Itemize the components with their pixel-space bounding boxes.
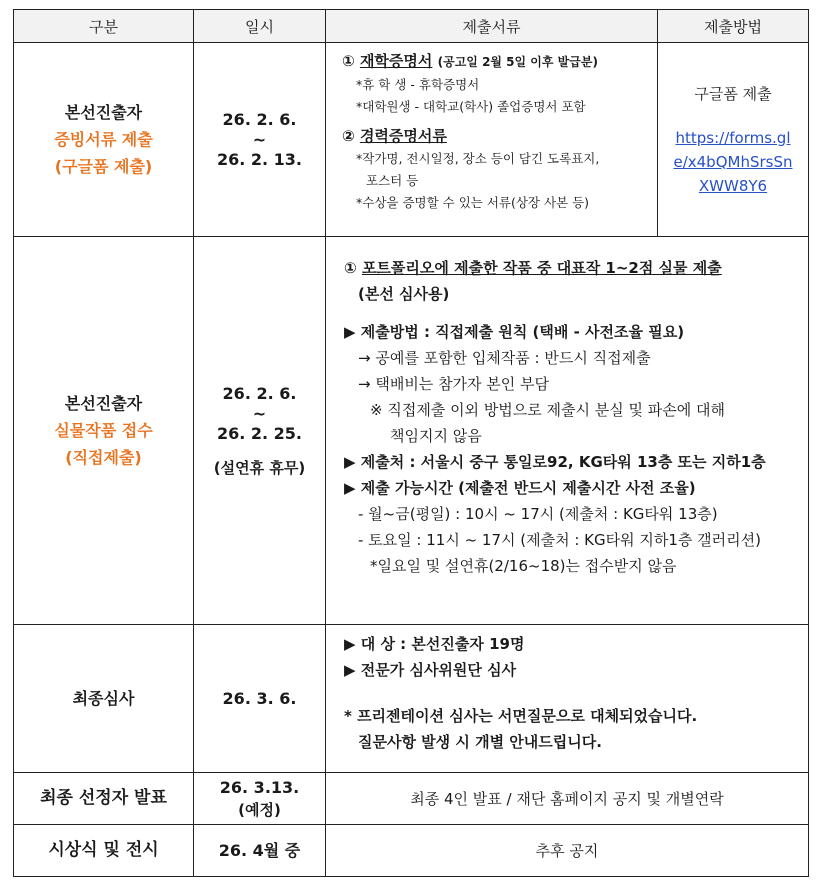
- row1-documents: [326, 43, 658, 237]
- row1-date-line1: 26. 2. 6.: [222, 109, 297, 129]
- row1-date-line2: 26. 2. 13.: [216, 149, 303, 169]
- row2-line9: ▶ 제출 가능시간 (제출전 반드시 제출시간 사전 조율): [344, 479, 696, 497]
- google-form-link-part2: e/x4bQMhSrsSn: [673, 152, 793, 171]
- row-ceremony: [14, 825, 809, 877]
- row2-cat-line3: (직접제출): [65, 448, 142, 467]
- row1-cat-line2: 증빙서류 제출: [54, 130, 153, 149]
- row2-date: [194, 237, 326, 625]
- row3-date: 26. 3. 6.: [194, 625, 326, 773]
- row2-cat-line2: 실물작품 접수: [54, 421, 153, 440]
- row2-line1-text: 포트폴리오에 제출한 작품 중 대표작 1~2점 실물 제출: [361, 259, 722, 277]
- row2-line7: 책임지지 않음: [390, 427, 482, 445]
- row2-date-tilde: ~: [252, 403, 267, 423]
- doc2-note1: *작가명, 전시일정, 장소 등이 담긴 도록표지,: [356, 151, 600, 166]
- schedule-table: [13, 9, 809, 877]
- row3-line4: 질문사항 발생 시 개별 안내드립니다.: [358, 733, 602, 751]
- doc2-note1b: 포스터 등: [366, 173, 419, 188]
- row3-line2: ▶ 전문가 심사위원단 심사: [344, 661, 517, 679]
- row2-date-line2: 26. 2. 25.: [216, 423, 303, 443]
- row2-line8: ▶ 제출처 : 서울시 중구 통일로92, KG타워 13층 또는 지하1층: [344, 453, 766, 471]
- row4-category: 최종 선정자 발표: [14, 773, 194, 825]
- row-announcement: [14, 773, 809, 825]
- row2-cat-line1: 본선진출자: [64, 394, 143, 413]
- row-final-review: [14, 625, 809, 773]
- doc1-issue-note: (공고일 2월 5일 이후 발급분): [437, 55, 598, 69]
- row4-content: 최종 4인 발표 / 재단 홈페이지 공지 및 개별연락: [326, 773, 809, 825]
- doc1-title-line: [342, 49, 649, 74]
- row3-line1: ▶ 대 상 : 본선진출자 19명: [344, 635, 525, 653]
- row2-line4: → 공예를 포함한 입체작품 : 반드시 직접제출: [358, 349, 651, 367]
- doc1-note2: *대학원생 - 대학교(학사) 졸업증명서 포함: [356, 99, 586, 114]
- row3-category: 최종심사: [14, 625, 194, 773]
- method-label: 구글폼 제출: [694, 84, 772, 103]
- row2-category: [14, 237, 194, 625]
- row5-content: 추후 공지: [326, 825, 809, 877]
- row2-line3: ▶ 제출방법 : 직접제출 원칙 (택배 - 사전조율 필요): [344, 323, 685, 341]
- row2-line1: [344, 255, 798, 281]
- google-form-link[interactable]: [664, 126, 802, 198]
- row1-category: [14, 43, 194, 237]
- row1-method: [658, 43, 809, 237]
- row4-date: [194, 773, 326, 825]
- doc2-title: 경력증명서류: [359, 127, 447, 145]
- row3-line3: * 프리젠테이션 심사는 서면질문으로 대체되었습니다.: [344, 707, 698, 725]
- row2-line11: - 토요일 : 11시 ~ 17시 (제출처 : KG타워 지하1층 갤러리션): [358, 531, 761, 549]
- row3-details: [326, 625, 809, 773]
- row-document-submission: [14, 43, 809, 237]
- row1-cat-line3: (구글폼 제출): [54, 157, 153, 176]
- row2-line5: → 택배비는 참가자 본인 부담: [358, 375, 550, 393]
- doc1-title: 재학증명서: [359, 52, 433, 70]
- row2-line12: *일요일 및 설연휴(2/16~18)는 접수받지 않음: [370, 557, 677, 575]
- header-documents: 제출서류: [326, 10, 658, 43]
- row2-line1-number: ①: [344, 259, 357, 277]
- row4-date-line1: 26. 3.13.: [219, 777, 300, 797]
- header-date: 일시: [194, 10, 326, 43]
- doc2-title-line: [342, 124, 649, 148]
- row2-date-line3: (설연휴 휴무): [213, 458, 306, 477]
- row1-cat-line1: 본선진출자: [64, 103, 143, 122]
- google-form-link-part1: https://forms.gl: [675, 128, 791, 147]
- doc1-note1: *휴 학 생 - 휴학증명서: [356, 77, 480, 92]
- doc2-number: ②: [342, 127, 355, 145]
- row1-date: [194, 43, 326, 237]
- row2-details: [326, 237, 809, 625]
- row5-category: 시상식 및 전시: [14, 825, 194, 877]
- row2-line10: - 월~금(평일) : 10시 ~ 17시 (제출처 : KG타워 13층): [358, 505, 718, 523]
- row2-line6: ※ 직접제출 이외 방법으로 제출시 분실 및 파손에 대해: [370, 401, 726, 419]
- header-method: 제출방법: [658, 10, 809, 43]
- header-category: 구분: [14, 10, 194, 43]
- row1-date-tilde: ~: [252, 129, 267, 149]
- header-row: [14, 10, 809, 43]
- google-form-link-part3: XWW8Y6: [698, 176, 768, 195]
- row2-date-line1: 26. 2. 6.: [222, 383, 297, 403]
- row-artwork-submission: [14, 237, 809, 625]
- doc1-number: ①: [342, 52, 355, 70]
- doc2-note2: *수상을 증명할 수 있는 서류(상장 사본 등): [356, 195, 590, 210]
- row5-date: 26. 4월 중: [194, 825, 326, 877]
- row2-line2: (본선 심사용): [358, 285, 450, 303]
- row4-date-line2: (예정): [238, 800, 281, 819]
